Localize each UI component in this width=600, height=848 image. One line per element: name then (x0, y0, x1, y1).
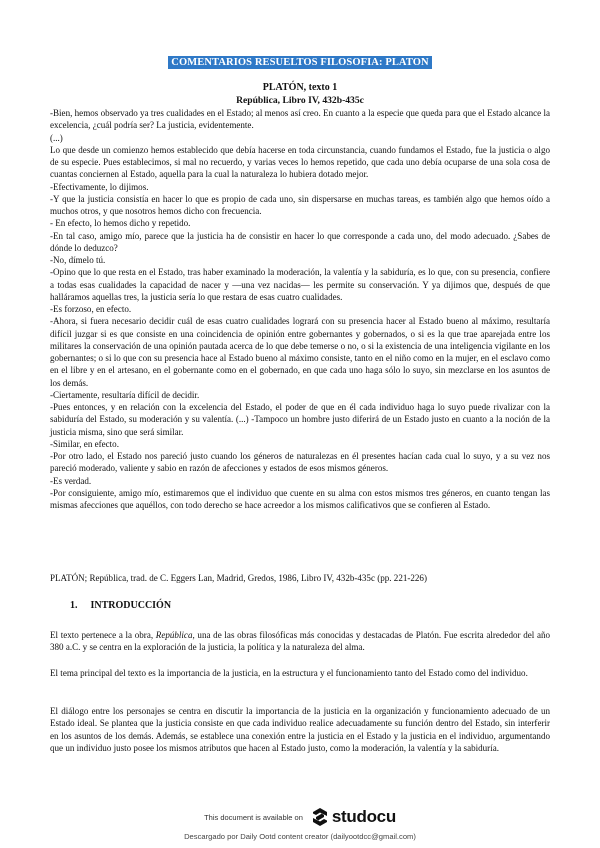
section-heading (70, 600, 171, 611)
intro-paragraph-1 (50, 629, 550, 654)
dialogue-line: -Es verdad. (50, 475, 92, 486)
dialogue-line: -En tal caso, amigo mío, parece que la justicia ha de consistir en hacer lo que corresponde a cada uno, del modo adecuado. ¿Sabes de dónde lo deduzco? (50, 230, 550, 253)
studocu-logo-text: studocu (331, 807, 396, 826)
text-title: PLATÓN, texto 1 (262, 82, 338, 93)
dialogue-excerpt (50, 107, 550, 511)
dialogue-line: -Es forzoso, en efecto. (50, 304, 132, 314)
citation: PLATÓN; República, trad. de C. Eggers Lan, Madrid, Gredos, 1986, Libro IV, 432b-435c (pp. 221-226) (50, 573, 427, 583)
downloaded-by-text: Descargado por Daily Ootd content creator (dailyootdcc@gmail.com) (184, 832, 416, 841)
dialogue-line: Lo que desde un comienzo hemos establecido que debía hacerse en toda circunstancia, cuando fundamos el Estado, fue la justicia o algo de su especie. Pues establecimos, si mal no recuerdo, y varias veces lo hemos repetido, que cada uno debía ocuparse de una sola cosa de cuantas conciernen al Estado, aquella para la cual la naturaleza lo hubiera dotado mejor. (50, 144, 550, 180)
document-banner (0, 52, 600, 70)
studocu-logo[interactable] (311, 807, 396, 827)
p1-text-start: El texto pertenece a la obra, (50, 630, 156, 640)
dialogue-line: -Ahora, si fuera necesario decidir cuál de esas cuatro cualidades logrará con su presencia hacer al Estado bueno al máximo, resultaría difícil juzgar si es que consiste en una coincidencia de opinión entre gobernantes y gobernados, o si es la que trae aparejada entre los militares la conservación de una opinión pautada acerca de lo que debe temerse o no, o si la existencia de una inteligencia vigilante en los gobernantes; o si lo que con su presencia hace al Estado bueno al máximo consiste, tanto en el niño como en la mujer, en el esclavo como en el libre y en el artesano, en el gobernante como en el gobernado, en que cada uno haga sólo lo suyo, sin mezclarse en los asuntos de los demás. (50, 316, 550, 388)
footer (0, 805, 600, 829)
dialogue-line: -Pues entonces, y en relación con la excelencia del Estado, el poder de que en él cada individuo haga lo suyo puede rivalizar con la sabiduría del Estado, su moderación y su valentía. (...) -Tampoco un hombre justo diferirá de un Estado justo en cuanto a la noción de la justicia misma, sino que será similar. (50, 402, 550, 437)
dialogue-line: - En efecto, lo hemos dicho y repetido. (50, 218, 191, 229)
dialogue-line: -Similar, en efecto. (50, 438, 119, 449)
studocu-logo-icon (311, 807, 329, 827)
dialogue-line: -Y que la justicia consistía en hacer lo que es propio de cada uno, sin dispersarse en muchas tareas, es también algo que hemos oído a muchos otros, y que nosotros hemos dicho con frecuencia. (50, 193, 550, 216)
dialogue-line: -Bien, hemos observado ya tres cualidades en el Estado; al menos así creo. En cuanto a la especie que queda para que el Estado alcance la excelencia, ¿cuál podría ser? La justicia, evidentemente. (50, 108, 550, 131)
text-subtitle: República, Libro IV, 432b-435c (236, 95, 364, 106)
section-number: 1. (70, 600, 78, 611)
available-on-text: This document is available on (204, 812, 303, 822)
p1-text-end: , una de las obras filosóficas más conocidas y destacadas de Platón. Fue escrita alrededor del año 380 a.C. y se centra en la exploración de la justicia, la política y la naturaleza del alma. (50, 630, 551, 653)
dialogue-line: -Opino que lo que resta en el Estado, tras haber examinado la moderación, la valentía y la sabiduría, es lo que, con su presencia, confiere a todas esas cualidades la capacidad de nacer y —una vez nacidas— les permite su conservación. Y ya dijimos que, después de que halláramos aquellas tres, la justicia sería lo que restara de esas cuatro cualidades. (50, 267, 550, 302)
banner-title: COMENTARIOS RESUELTOS FILOSOFIA: PLATON (168, 56, 431, 69)
dialogue-line: (...) (50, 132, 63, 143)
dialogue-line: -Por consiguiente, amigo mío, estimaremos que el individuo que cuente en su alma con estos mismos tres géneros, en cuanto tengan las mismas afecciones que aquéllos, con todo derecho se hace acreedor a los mismos calificativos que se confieren al Estado. (50, 487, 550, 510)
dialogue-line: -Efectivamente, lo dijimos. (50, 181, 149, 192)
intro-paragraph-3: El diálogo entre los personajes se centra en discutir la importancia de la justicia en la organización y funcionamiento adecuado de un Estado ideal. Se plantea que la justicia consiste en que cada individuo realice adecuadamente su función dentro del Estado, sin interferir en los asuntos de los demás. Además, se establece una conexión entre la justicia en el Estado y la justicia en el individuo, argumentando que un individuo justo posee los mismos atributos que hacen al Estado justo, como la moderación, la valentía y la sabiduría. (50, 706, 550, 753)
dialogue-line: -Por otro lado, el Estado nos pareció justo cuando los géneros de naturalezas en él presentes hacían cada cual lo suyo, y a su vez nos pareció moderado, valiente y sabio en razón de afecciones y estados de esos mismos géneros. (50, 451, 550, 474)
dialogue-line: -No, dímelo tú. (50, 255, 106, 265)
intro-paragraph-2: El tema principal del texto es la importancia de la justicia, en la estructura y el funcionamiento tanto del Estado como del individuo. (50, 668, 528, 678)
section-title: INTRODUCCIÓN (90, 600, 172, 611)
work-title: República (155, 630, 193, 640)
dialogue-line: -Ciertamente, resultaría difícil de decidir. (50, 389, 200, 400)
